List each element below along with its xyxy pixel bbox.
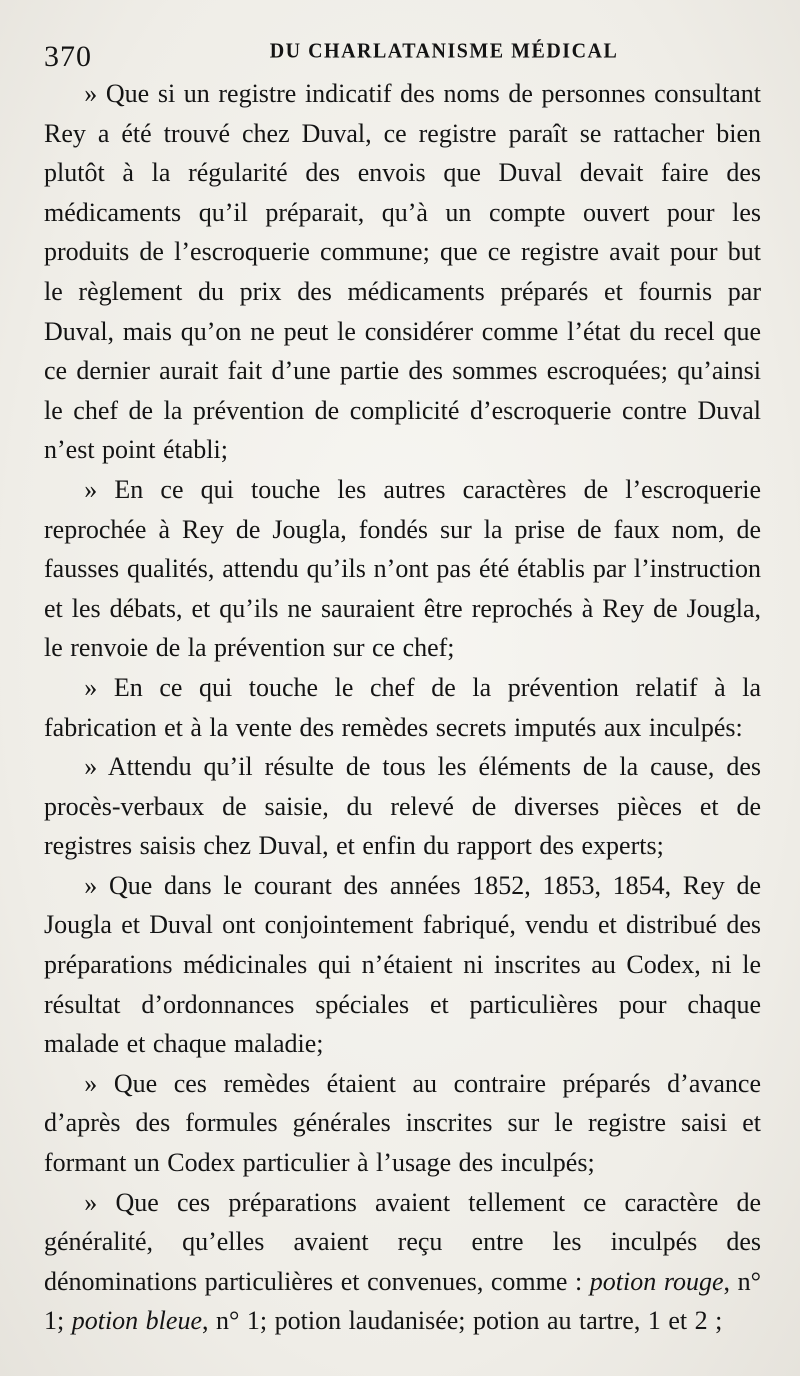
- paragraph-p3: [44, 668, 761, 747]
- paragraph-p5: [44, 866, 761, 1064]
- paragraph-text: » Que dans le courant des années 1852, 1853, 1854, Rey de Jougla et Duval ont conjointement fabriqué, vendu et distribué des préparations médicinales qui n’étaient ni inscrites au Codex, ni le résultat d’ordonnances spéciales et particulières pour chaque malade et chaque maladie;: [44, 870, 761, 1059]
- paragraph-p6: [44, 1064, 761, 1183]
- paragraph-p2: [44, 470, 761, 668]
- paragraph-p7: [44, 1183, 761, 1341]
- running-title: DU CHARLATANISME MÉDICAL: [269, 39, 619, 63]
- page-number: 370: [44, 40, 92, 73]
- paragraph-text: » Que ces remèdes étaient au contraire préparés d’avance d’après des formules générales inscrites sur le registre saisi et formant un Codex particulier à l’usage des inculpés;: [44, 1068, 761, 1178]
- italic-term: potion bleue: [71, 1306, 202, 1336]
- paragraph-p4: [44, 747, 761, 866]
- paragraph-text: , n° 1; potion laudanisée; potion au tartre, 1 et 2 ;: [202, 1306, 723, 1336]
- paragraph-text: » Que ces préparations avaient tellement ce caractère de généralité, qu’elles avaient reçu entre les inculpés des dénominations particulières et convenues, comme :: [44, 1187, 761, 1296]
- paragraph-text: » En ce qui touche les autres caractères de l’escroquerie reprochée à Rey de Jougla, fondés sur la prise de faux nom, de fausses qualités, attendu qu’ils n’ont pas été établis par l’instruction et les débats, et qu’ils ne sauraient être reprochés à Rey de Jougla, le renvoie de la prévention sur ce chef;: [44, 474, 761, 663]
- paragraph-p1: [44, 74, 761, 470]
- body-text: [44, 74, 761, 1341]
- paragraph-text: » En ce qui touche le chef de la prévention relatif à la fabrication et à la vente des remèdes secrets imputés aux inculpés:: [44, 672, 761, 742]
- paragraph-text: » Que si un registre indicatif des noms de personnes consultant Rey a été trouvé chez Duval, ce registre paraît se rattacher bien plutôt à la régularité des envois que Duval devait faire des médicaments qu’il préparait, qu’à un compte ouvert pour les produits de l’escroquerie commune; que ce registre avait pour but le règlement du prix des médicaments préparés et fournis par Duval, mais qu’on ne peut le considérer comme l’état du recel que ce dernier aurait fait d’une partie des sommes escroquées; qu’ainsi le chef de la prévention de complicité d’escroquerie contre Duval n’est point établi;: [44, 79, 761, 465]
- page-header: [44, 38, 760, 74]
- paragraph-text: , n° 1;: [44, 1266, 761, 1336]
- italic-term: potion rouge: [589, 1266, 724, 1296]
- paragraph-text: » Attendu qu’il résulte de tous les éléments de la cause, des procès-verbaux de saisie, du relevé de diverses pièces et de registres saisis chez Duval, et enfin du rapport des experts;: [44, 752, 761, 861]
